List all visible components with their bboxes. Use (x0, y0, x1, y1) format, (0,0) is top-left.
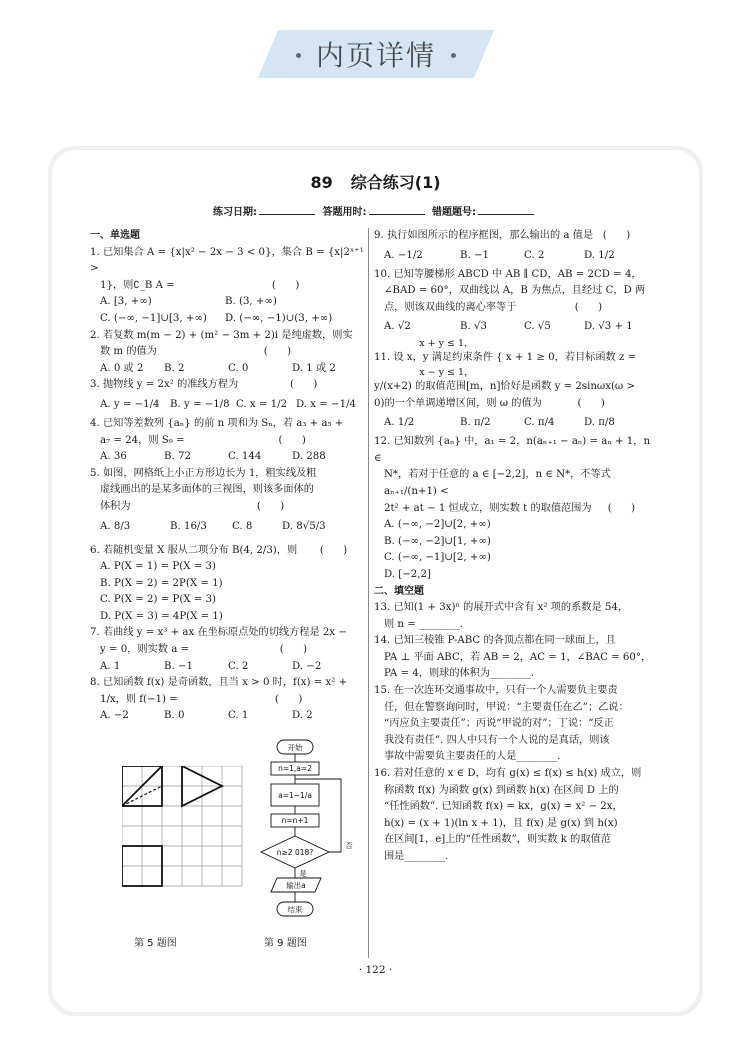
flow-yes: 是 (299, 869, 307, 878)
question-5-cont: 虚线画出的是某多面体的三视图，则该多面体的 (100, 484, 314, 496)
section-single-choice: 一、单选题 (90, 230, 140, 241)
question-11-cont: y/(x+2) 的取值范围[m，n]恰好是函数 y = 2sinωx(ω > (374, 380, 636, 392)
question-16-cont: 称函数 f(x) 为函数 g(x) 到函数 h(x) 在区间 D 上的 (384, 784, 619, 796)
question-7-options (90, 659, 365, 676)
page-number: · 122 · (358, 964, 393, 976)
option[interactable]: C. (−∞, −1]∪[3, +∞) (100, 312, 207, 324)
question-10-cont: ∠BAD = 60°，双曲线以 A，B 为焦点，且经过 C，D 两 (384, 285, 646, 297)
question-11-cont-2: 0)的一个单调递增区间，则 ω 的值为 ( ) (374, 397, 605, 409)
question-16-cont-3: h(x) = (x + 1)(ln x + 1)，且 f(x) 是 g(x) 到 h(x) (384, 817, 618, 829)
question-15-cont-2: “丙应负主要责任”；丙说“甲说的对”；丁说：“反正 (384, 718, 614, 730)
question-1: 1. 已知集合 A = {x|x² − 2x − 3 < 0}，集合 B = {x|2ˣ⁺¹ > (90, 246, 367, 275)
time-blank[interactable] (369, 205, 425, 215)
question-15-cont: 任，但在警察询问时，甲说：“主要责任在乙”；乙说： (384, 701, 629, 713)
flow-no: 否 (345, 841, 353, 850)
question-14-cont-2: PA = 4，则球的体积为________. (384, 668, 535, 680)
question-16-cont-5: 围是________. (384, 851, 449, 862)
question-9: 9. 执行如图所示的程序框图，那么输出的 a 值是 ( ) (374, 230, 631, 241)
question-15: 15. 在一次连环交通事故中，只有一个人需要负主要责 (374, 685, 618, 697)
time-label: 答题用时: (322, 207, 367, 218)
question-14: 14. 已知三棱锥 P-ABC 的各顶点都在同一球面上，且 (374, 635, 616, 647)
question-16: 16. 若对任意的 x ∈ D，均有 g(x) ≤ f(x) ≤ h(x) 成立，则 (374, 768, 642, 780)
option[interactable]: C. 1 (228, 710, 249, 722)
question-10: 10. 已知等腰梯形 ABCD 中 AB ∥ CD，AB = 2CD = 4， (374, 268, 642, 280)
option[interactable]: A. y = −1/4 (100, 398, 160, 410)
option[interactable]: A. 36 (100, 451, 127, 463)
question-14-cont: PA ⊥ 平面 ABC，若 AB = 2，AC = 1，∠BAC = 60°， (384, 651, 652, 663)
three-view-figure (122, 766, 244, 888)
question-12-option-a[interactable]: A. (−∞, −2]∪[2, +∞) (384, 519, 491, 531)
option[interactable]: D. x = −1/4 (296, 398, 356, 410)
option[interactable]: D. √3 + 1 (584, 321, 633, 333)
section-banner (258, 30, 494, 78)
question-8-options (90, 708, 365, 725)
flow-cond: n≥2 018? (276, 848, 314, 857)
option[interactable]: A. −1/2 (384, 249, 423, 261)
option[interactable]: D. 8√5/3 (282, 520, 326, 532)
option[interactable]: B. π/2 (460, 417, 491, 429)
question-3: 3. 抛物线 y = 2x² 的准线方程为 ( ) (90, 379, 318, 391)
option[interactable]: B. 16/3 (170, 520, 207, 532)
option[interactable]: D. 2 (292, 710, 313, 722)
question-12-option-b[interactable]: B. (−∞, −2]∪[1, +∞) (384, 535, 491, 547)
question-5-cont-2: 体积为 ( ) (100, 500, 285, 512)
question-4-cont: a₇ = 24，则 S₉ = ( ) (100, 434, 306, 446)
question-8: 8. 已知函数 f(x) 是奇函数，且当 x > 0 时，f(x) = x² + (90, 677, 348, 689)
figure-5-caption: 第 5 题图 (134, 938, 177, 949)
option[interactable]: D. 1 或 2 (292, 362, 336, 374)
question-11-constraint-1: x + y ≤ 1， (374, 338, 474, 350)
option[interactable]: A. 1/2 (384, 417, 415, 429)
question-12-cont: N*，若对于任意的 a ∈ [−2,2]，n ∈ N*，不等式 aₙ₊₁/(n+1) < (384, 469, 615, 497)
option[interactable]: D. (−∞, −1)∪(3, +∞) (225, 312, 333, 324)
meta-line (52, 203, 699, 218)
option[interactable]: B. 72 (164, 451, 191, 463)
question-1-options-2 (90, 311, 365, 328)
question-10-cont-2: 点，则该双曲线的离心率等于 ( ) (384, 301, 603, 313)
question-2-options (90, 361, 365, 378)
question-5-options (90, 516, 365, 538)
question-12-option-c[interactable]: C. (−∞, −1]∪[2, +∞) (384, 552, 491, 564)
question-11-constraint-3: x − y ≤ 1， (374, 366, 474, 378)
question-7: 7. 若曲线 y = x³ + ax 在坐标原点处的切线方程是 2x − (90, 627, 347, 639)
flow-init: n=1,a=2 (278, 764, 312, 773)
wrong-label: 错题题号: (431, 207, 476, 218)
option[interactable]: A. 1 (100, 660, 121, 672)
question-10-options (374, 316, 659, 338)
question-2-cont: 数 m 的值为 ( ) (100, 346, 292, 358)
figure-9-caption: 第 9 题图 (264, 938, 307, 949)
flow-assign: a=1−1/a (278, 791, 312, 800)
option[interactable]: B. √3 (460, 321, 487, 333)
question-11-options (374, 412, 659, 434)
question-6-option-a[interactable]: A. P(X = 1) = P(X = 3) (100, 561, 216, 573)
question-12: 12. 已知数列 {aₙ} 中，a₁ = 2，n(aₙ₊₁ − aₙ) = aₙ + 1，n ∈ (374, 436, 654, 464)
flow-inc: n=n+1 (281, 816, 309, 825)
option[interactable]: A. 0 或 2 (100, 362, 144, 374)
option[interactable]: C. π/4 (524, 417, 555, 429)
option[interactable]: B. −1 (460, 249, 489, 261)
option[interactable]: D. 288 (292, 451, 326, 463)
flow-end: 结束 (287, 905, 303, 914)
option[interactable]: D. −2 (292, 660, 322, 672)
option[interactable]: C. 144 (228, 451, 262, 463)
question-13: 13. 已知(1 + 3x)ⁿ 的展开式中含有 x² 项的系数是 54， (374, 602, 629, 614)
question-6-option-b[interactable]: B. P(X = 2) = 2P(X = 1) (100, 577, 223, 589)
option[interactable]: B. y = −1/8 (170, 398, 230, 410)
option[interactable]: B. −1 (164, 660, 193, 672)
option[interactable]: C. 2 (228, 660, 249, 672)
option[interactable]: C. √5 (524, 321, 551, 333)
question-7-cont: y = 0，则实数 a = ( ) (100, 644, 308, 656)
question-9-options (374, 245, 659, 267)
question-16-cont-4: 在区间[1，e]上的“任性函数”，则实数 k 的取值范 (384, 834, 611, 846)
right-column (374, 228, 659, 866)
page-frame (48, 146, 703, 1016)
option[interactable]: B. 0 (164, 710, 185, 722)
option[interactable]: C. x = 1/2 (236, 398, 288, 410)
option[interactable]: A. 8/3 (100, 520, 131, 532)
question-15-cont-3: 我没有责任”. 四人中只有一个人说的是真话，则该 (384, 734, 610, 746)
question-12-option-d[interactable]: D. [−2,2] (384, 568, 431, 580)
question-13-cont: 则 n = ________. (384, 618, 463, 630)
option[interactable]: B. 2 (164, 362, 185, 374)
question-4-options (90, 449, 365, 466)
option[interactable]: D. 1/2 (584, 249, 615, 261)
page-title (52, 170, 699, 193)
option[interactable]: D. π/8 (584, 417, 615, 429)
figures-area (112, 738, 362, 960)
question-16-cont-2: “任性函数”. 已知函数 f(x) = kx，g(x) = x² − 2x， (384, 801, 623, 813)
worksheet-page (52, 150, 699, 1012)
option[interactable]: C. 0 (228, 362, 249, 374)
section-fill-blank: 二、填空题 (374, 585, 424, 597)
option[interactable]: B. (3, +∞) (225, 296, 277, 308)
question-4: 4. 已知等差数列 {aₙ} 的前 n 项和为 Sₙ，若 a₃ + a₅ + (90, 417, 344, 429)
flow-start: 开始 (287, 743, 303, 752)
option[interactable]: A. −2 (100, 710, 129, 722)
question-6: 6. 若随机变量 X 服从二项分布 B(4, 2/3)，则 ( ) (90, 544, 348, 556)
option[interactable]: A. [3, +∞) (100, 296, 152, 308)
question-3-options (90, 394, 365, 416)
question-5: 5. 如图，网格纸上小正方形边长为 1，粗实线及粗 (90, 467, 317, 479)
wrong-blank[interactable] (478, 205, 534, 215)
exercise-number: 89 (310, 173, 333, 192)
question-12-cont-2: 2t² + at − 1 恒成立，则实数 t 的取值范围为 ( ) (384, 502, 636, 514)
question-6-option-c[interactable]: C. P(X = 2) = P(X = 3) (100, 594, 217, 606)
banner-title: 内页详情 (315, 39, 436, 72)
date-blank[interactable] (259, 205, 315, 215)
option[interactable]: A. √2 (384, 321, 411, 333)
question-15-cont-4: 事故中需要负主要责任的人是________. (384, 751, 561, 763)
option[interactable]: C. 2 (524, 249, 545, 261)
question-11: 11. 设 x，y 满足约束条件 { x + 1 ≥ 0，若目标函数 z = (374, 352, 637, 364)
left-column (90, 228, 365, 725)
question-2: 2. 若复数 m(m − 2) + (m² − 3m + 2)i 是纯虚数，则实 (90, 329, 353, 341)
question-6-option-d[interactable]: D. P(X = 3) = 4P(X = 1) (100, 610, 223, 622)
flowchart-figure (257, 738, 367, 934)
option[interactable]: C. 8 (232, 520, 253, 532)
flow-output: 输出a (286, 881, 306, 890)
question-1-cont: 1}，则∁_B A = ( ) (100, 279, 300, 291)
question-8-cont: 1/x，则 f(−1) = ( ) (100, 693, 303, 705)
exercise-title: 综合练习(1) (350, 173, 441, 192)
question-1-options (90, 294, 365, 311)
date-label: 练习日期: (213, 207, 258, 218)
column-divider (368, 228, 369, 958)
